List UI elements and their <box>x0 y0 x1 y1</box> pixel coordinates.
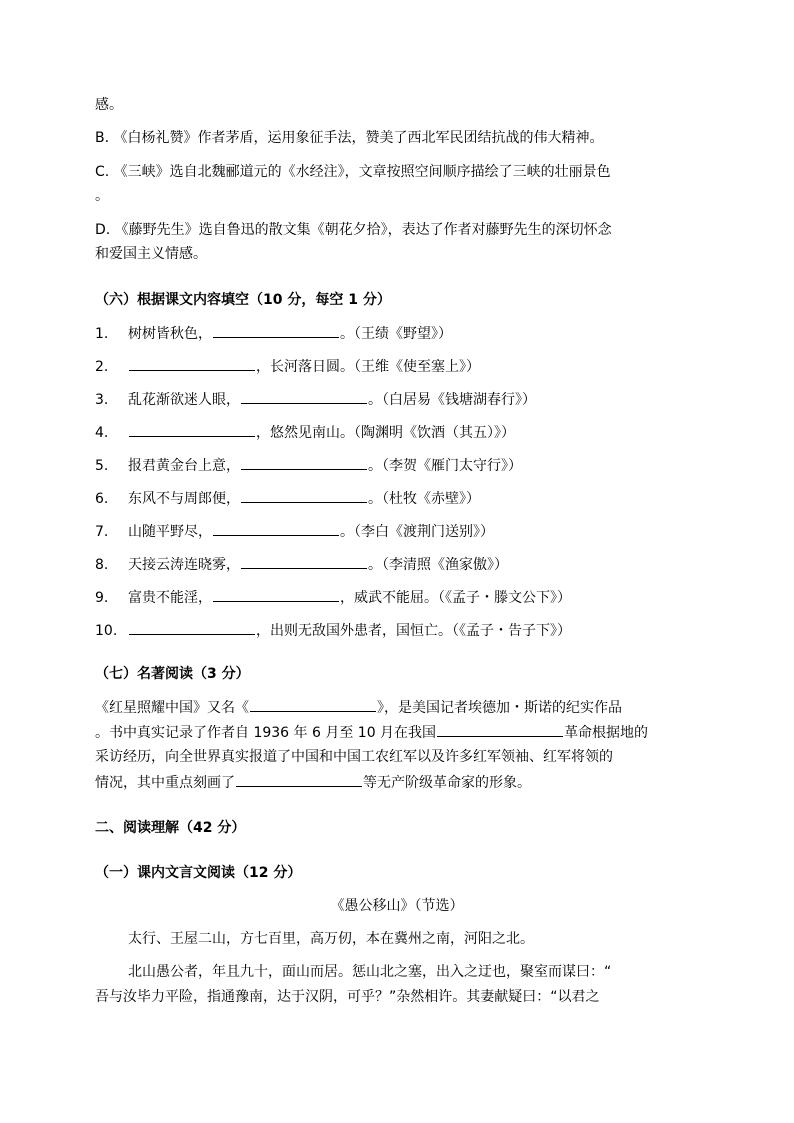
answer-blank[interactable] <box>241 554 367 569</box>
section7-heading: （七）名著阅读（3 分） <box>95 666 250 682</box>
item-after: ，出则无敌国外患者，国恒亡。（《孟子・告子下》） <box>256 623 571 639</box>
passage-paragraph-2-line1: 北山愚公者，年且九十，面山而居。惩山北之塞，出入之迂也，聚室而谋曰：“ <box>128 964 612 980</box>
answer-blank[interactable] <box>129 620 255 635</box>
item-number: 7. <box>95 524 109 540</box>
item-after: 。（李清照《渔家傲》） <box>368 557 508 573</box>
answer-blank[interactable] <box>241 455 367 470</box>
item-before: 天接云涛连晓雾， <box>128 557 240 573</box>
item-number: 10. <box>95 623 118 639</box>
answer-blank[interactable] <box>129 422 255 437</box>
fill-item-7 <box>95 521 494 542</box>
answer-blank[interactable] <box>213 587 339 602</box>
section7-text: 等无产阶级革命家的形象。 <box>363 775 531 791</box>
item-before: 树树皆秋色， <box>128 326 212 342</box>
answer-blank[interactable] <box>241 488 367 503</box>
fill-item-4 <box>95 422 515 443</box>
fill-item-5 <box>95 455 522 476</box>
item-before: 报君黄金台上意， <box>128 458 240 474</box>
fill-item-3 <box>95 389 536 410</box>
item-number: 6. <box>95 491 109 507</box>
section7-line3: 采访经历，向全世界真实报道了中国和中国工农红军以及许多红军领袖、红军将领的 <box>95 749 613 765</box>
section6-heading: （六）根据课文内容填空（10 分，每空 1 分） <box>95 292 391 308</box>
fill-item-8 <box>95 554 508 575</box>
item-before: 乱花渐欲迷人眼， <box>128 392 240 408</box>
passage-title: 《愚公移山》（节选） <box>330 898 464 914</box>
passage-paragraph-1: 太行、王屋二山，方七百里，高万仞，本在冀州之南，河阳之北。 <box>128 931 534 947</box>
item-after: 。（李白《渡荆门送别》） <box>340 524 494 540</box>
section7-line2 <box>95 722 648 743</box>
item-number: 8. <box>95 557 109 573</box>
option-a-tail: 感。 <box>95 97 123 113</box>
part2-sub-heading: （一）课内文言文阅读（12 分） <box>95 865 302 881</box>
part2-heading: 二、阅读理解（42 分） <box>95 820 246 836</box>
item-number: 5. <box>95 458 109 474</box>
section7-text: 《红星照耀中国》又名《 <box>95 700 249 716</box>
answer-blank[interactable] <box>437 722 563 737</box>
fill-item-6 <box>95 488 480 509</box>
section7-text: 情况，其中重点刻画了 <box>95 775 235 791</box>
section7-text: 。书中真实记录了作者自 1936 年 6 月至 10 月在我国 <box>95 725 437 741</box>
section7-text: 》，是美国记者埃德加・斯诺的纪实作品 <box>377 700 622 716</box>
section7-line4 <box>95 772 531 793</box>
item-after: 。（王绩《野望》） <box>340 326 452 342</box>
option-b: B. 《白杨礼赞》作者茅盾，运用象征手法，赞美了西北军民团结抗战的伟大精神。 <box>95 130 604 146</box>
item-number: 1. <box>95 326 109 342</box>
item-before: 山随平野尽， <box>128 524 212 540</box>
item-before: 东风不与周郎便， <box>128 491 240 507</box>
option-c-line1: C. 《三峡》选自北魏郦道元的《水经注》，文章按照空间顺序描绘了三峡的壮丽景色 <box>95 164 611 180</box>
answer-blank[interactable] <box>129 356 255 371</box>
answer-blank[interactable] <box>213 323 339 338</box>
option-d-line2: 和爱国主义情感。 <box>95 246 207 262</box>
fill-item-2 <box>95 356 480 377</box>
item-number: 9. <box>95 590 109 606</box>
fill-item-10 <box>95 620 571 641</box>
section7-text: 革命根据地的 <box>564 725 649 741</box>
passage-paragraph-2-line2: 吾与汝毕力平险，指通豫南，达于汉阴，可乎？”杂然相许。其妻献疑曰：“以君之 <box>95 989 600 1005</box>
item-number: 4. <box>95 425 109 441</box>
item-number: 2. <box>95 359 109 375</box>
option-d-line1: D. 《藤野先生》选自鲁迅的散文集《朝花夕拾》，表达了作者对藤野先生的深切怀念 <box>95 222 612 238</box>
option-c-line2: 。 <box>95 188 109 204</box>
item-before: 富贵不能淫， <box>128 590 212 606</box>
fill-item-1 <box>95 323 452 344</box>
answer-blank[interactable] <box>241 389 367 404</box>
answer-blank[interactable] <box>250 697 376 712</box>
section7-line1 <box>95 697 622 718</box>
answer-blank[interactable] <box>213 521 339 536</box>
item-after: ，长河落日圆。（王维《使至塞上》） <box>256 359 480 375</box>
item-number: 3. <box>95 392 109 408</box>
item-after: ，悠然见南山。（陶渊明《饮酒（其五）》） <box>256 425 515 441</box>
item-after: 。（李贺《雁门太守行》） <box>368 458 522 474</box>
fill-item-9 <box>95 587 571 608</box>
item-after: ，威武不能屈。（《孟子・滕文公下》） <box>340 590 571 606</box>
answer-blank[interactable] <box>236 772 362 787</box>
item-after: 。（杜牧《赤壁》） <box>368 491 480 507</box>
item-after: 。（白居易《钱塘湖春行》） <box>368 392 536 408</box>
